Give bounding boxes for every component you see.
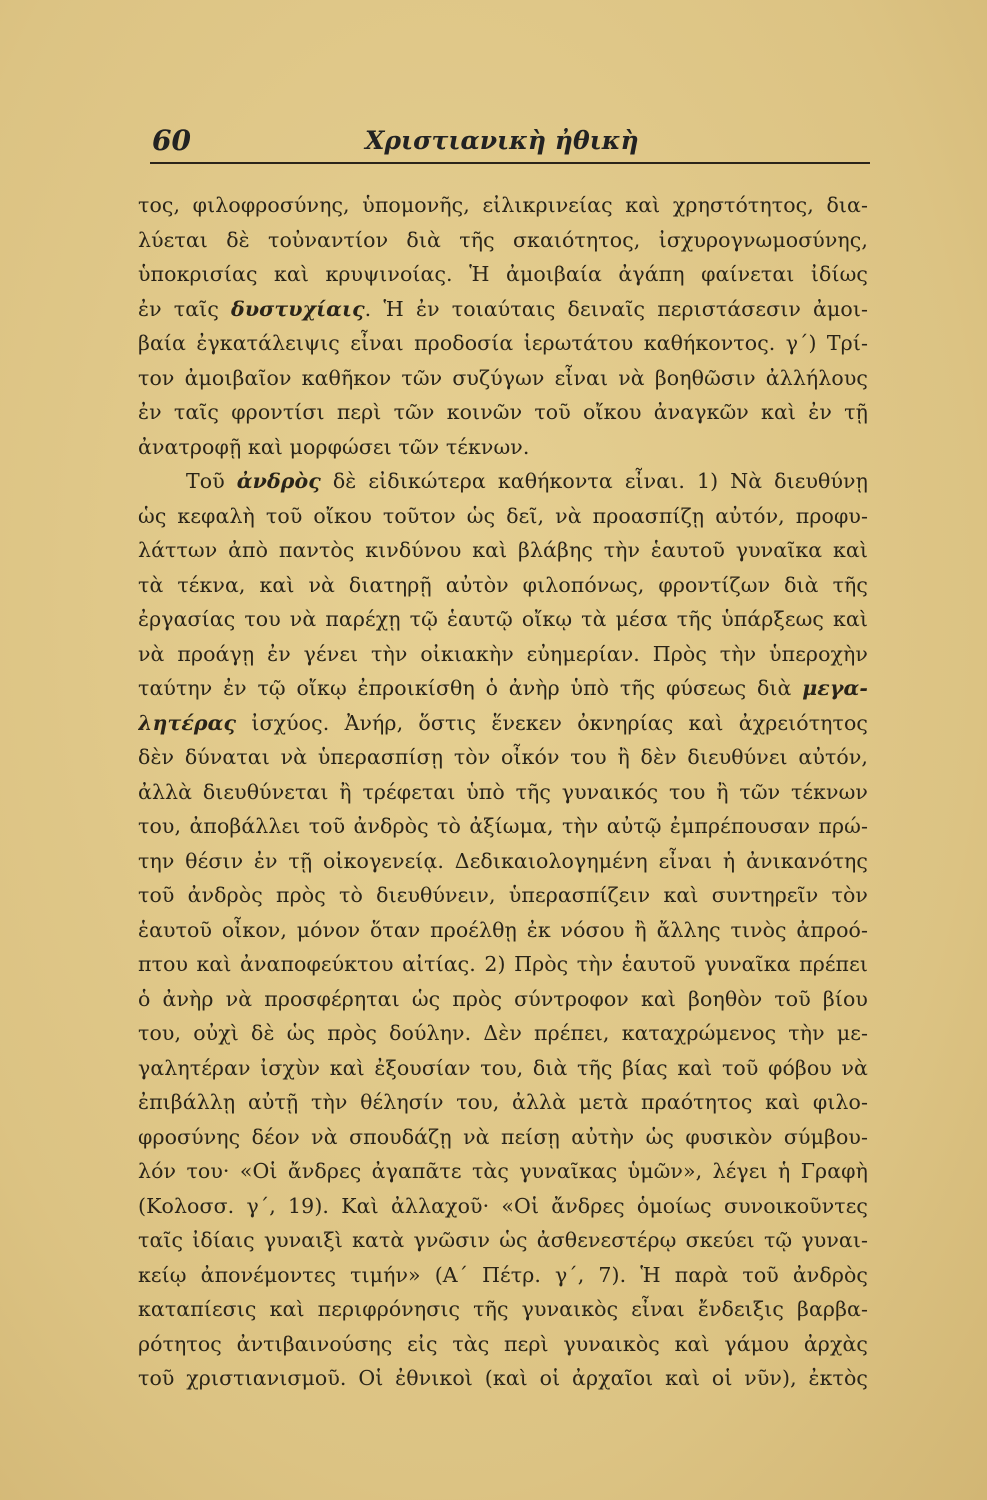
text-line xyxy=(138,740,868,775)
text-segment: τοῦ χριστιανισμοῦ. Οἱ ἐθνικοὶ (καὶ οἱ ἀρχαῖοι καὶ οἱ νῦν), ἐκτὸς xyxy=(138,1366,868,1390)
text-line xyxy=(138,671,868,706)
text-line xyxy=(138,1154,868,1189)
text-segment: τον ἀμοιβαῖον καθῆκον τῶν συζύγων εἶναι νὰ βοηθῶσιν ἀλλήλους xyxy=(138,365,868,390)
text-segment: την θέσιν ἐν τῇ οἰκογενείᾳ. Δεδικαιολογημένη εἶναι ἡ ἀνικανότης xyxy=(138,848,868,873)
emphasized-text: δυστυχίαις xyxy=(231,296,365,321)
text-segment: του, ἀποβάλλει τοῦ ἀνδρὸς τὸ ἀξίωμα, τὴν αὐτῷ ἐμπρέπουσαν πρώ- xyxy=(138,814,868,838)
page-header xyxy=(150,118,870,162)
text-line xyxy=(138,1016,868,1051)
text-segment: Τοῦ xyxy=(186,469,237,493)
text-segment: ἐν ταῖς φροντίσι περὶ τῶν κοινῶν τοῦ οἴκου ἀναγκῶν καὶ ἐν τῇ xyxy=(138,400,868,424)
text-line xyxy=(138,223,868,258)
text-segment: ταύτην ἐν τῷ οἴκῳ ἐπροικίσθη ὁ ἀνὴρ ὑπὸ τῆς φύσεως διὰ xyxy=(138,676,803,700)
text-line xyxy=(138,982,868,1017)
text-line xyxy=(138,292,868,327)
text-segment: δὲ εἰδικώτερα καθήκοντα εἶναι. 1) Νὰ διευθύνῃ xyxy=(320,469,868,493)
text-line xyxy=(138,1120,868,1155)
header-rule xyxy=(150,162,870,164)
text-line xyxy=(138,1327,868,1362)
page-number: 60 xyxy=(152,124,191,157)
text-segment: ἐν ταῖς xyxy=(138,296,232,321)
text-segment: δὲν δύναται νὰ ὑπερασπίσῃ τὸν οἶκόν του ἢ δὲν διευθύνει αὐτόν, xyxy=(138,745,868,769)
text-line xyxy=(138,499,868,534)
text-segment: ἑαυτοῦ οἶκον, μόνον ὅταν προέλθῃ ἐκ νόσου ἢ ἄλλης τινὸς ἀπροό- xyxy=(138,917,868,942)
text-segment: τοῦ ἀνδρὸς πρὸς τὸ διευθύνειν, ὑπερασπίζειν καὶ συντηρεῖν τὸν xyxy=(138,883,868,907)
text-segment: πτου καὶ ἀναποφεύκτου αἰτίας. 2) Πρὸς τὴν ἑαυτοῦ γυναῖκα πρέπει xyxy=(138,952,868,976)
text-line xyxy=(138,844,868,879)
text-line xyxy=(138,1051,868,1086)
text-segment: ἰσχύος. Ἀνήρ, ὅστις ἕνεκεν ὀκνηρίας καὶ ἀχρειότητος xyxy=(236,710,868,735)
text-line xyxy=(138,1258,868,1293)
emphasized-text: μεγα- xyxy=(802,676,868,700)
text-line xyxy=(138,464,868,499)
text-line xyxy=(138,188,868,223)
text-line xyxy=(138,809,868,844)
text-segment: καταπίεσις καὶ περιφρόνησις τῆς γυναικὸς εἶναι ἔνδειξις βαρβα- xyxy=(138,1297,868,1321)
text-segment: ἐργασίας του νὰ παρέχῃ τῷ ἑαυτῷ οἴκῳ τὰ μέσα τῆς ὑπάρξεως καὶ xyxy=(138,607,868,631)
text-line xyxy=(138,775,868,810)
text-line xyxy=(138,947,868,982)
emphasized-text: λητέρας xyxy=(138,710,237,735)
text-segment: ταῖς ἰδίαις γυναιξὶ κατὰ γνῶσιν ὡς ἀσθενεστέρῳ σκεύει τῷ γυναι- xyxy=(138,1228,868,1252)
text-segment: νὰ προάγῃ ἐν γένει τὴν οἰκιακὴν εὐημερίαν. Πρὸς τὴν ὑπεροχὴν xyxy=(138,641,868,666)
text-segment: ἀνατροφῇ καὶ μορφώσει τῶν τέκνων. xyxy=(138,434,530,459)
text-line xyxy=(138,395,868,430)
text-segment: . Ἡ ἐν τοιαύταις δειναῖς περιστάσεσιν ἀμοι- xyxy=(364,296,868,321)
text-segment: τὰ τέκνα, καὶ νὰ διατηρῇ αὐτὸν φιλοπόνως, φροντίζων διὰ τῆς xyxy=(138,572,868,597)
text-line xyxy=(138,326,868,361)
text-segment: (Κολοσσ. γ΄, 19). Καὶ ἀλλαχοῦ· «Οἱ ἄνδρες ὁμοίως συνοικοῦντες xyxy=(138,1193,868,1218)
text-segment: τος, φιλοφροσύνης, ὑπομονῆς, εἰλικρινείας καὶ χρηστότητος, δια- xyxy=(138,193,868,217)
text-line xyxy=(138,637,868,672)
text-segment: φροσύνης δέον νὰ σπουδάζῃ νὰ πείσῃ αὐτὴν ὡς φυσικὸν σύμβου- xyxy=(138,1124,868,1149)
text-line xyxy=(138,257,868,292)
body-text xyxy=(138,188,868,1396)
text-line xyxy=(138,430,868,465)
text-segment: ὑποκρισίας καὶ κρυψινοίας. Ἡ ἀμοιβαία ἀγάπη φαίνεται ἰδίως xyxy=(138,262,868,286)
text-line xyxy=(138,706,868,741)
text-line xyxy=(138,1361,868,1396)
text-line xyxy=(138,1189,868,1224)
text-segment: λάττων ἀπὸ παντὸς κινδύνου καὶ βλάβης τὴν ἑαυτοῦ γυναῖκα καὶ xyxy=(138,538,868,562)
text-segment: λύεται δὲ τοὐναντίον διὰ τῆς σκαιότητος, ἰσχυρογνωμοσύνης, xyxy=(138,227,868,252)
text-line xyxy=(138,361,868,396)
text-segment: ὁ ἀνὴρ νὰ προσφέρηται ὡς πρὸς σύντροφον καὶ βοηθὸν τοῦ βίου xyxy=(138,986,868,1011)
emphasized-text: ἀνδρὸς xyxy=(236,469,321,493)
text-line xyxy=(138,1223,868,1258)
text-line xyxy=(138,878,868,913)
text-line xyxy=(138,1292,868,1327)
text-line xyxy=(138,602,868,637)
text-segment: γαλητέραν ἰσχὺν καὶ ἐξουσίαν του, διὰ τῆς βίας καὶ τοῦ φόβου νὰ xyxy=(138,1055,868,1080)
text-line xyxy=(138,568,868,603)
text-segment: ὡς κεφαλὴ τοῦ οἴκου τοῦτον ὡς δεῖ, νὰ προασπίζῃ αὐτόν, προφυ- xyxy=(138,503,868,528)
running-title: Χριστιανικὴ ἠθικὴ xyxy=(365,126,639,155)
text-line xyxy=(138,913,868,948)
text-line xyxy=(138,1085,868,1120)
text-segment: λόν του· «Οἱ ἄνδρες ἀγαπᾶτε τὰς γυναῖκας ὑμῶν», λέγει ἡ Γραφὴ xyxy=(138,1159,868,1183)
text-segment: ρότητος ἀντιβαινούσης εἰς τὰς περὶ γυναικὸς καὶ γάμου ἀρχὰς xyxy=(138,1331,868,1356)
text-segment: του, οὐχὶ δὲ ὡς πρὸς δούλην. Δὲν πρέπει, καταχρώμενος τὴν με- xyxy=(138,1021,868,1045)
text-line xyxy=(138,533,868,568)
text-segment: ἐπιβάλλῃ αὐτῇ τὴν θέλησίν του, ἀλλὰ μετὰ πραότητος καὶ φιλο- xyxy=(138,1090,868,1114)
text-segment: βαία ἐγκατάλειψις εἶναι προδοσία ἱερωτάτου καθήκοντος. γ΄) Τρί- xyxy=(138,331,868,355)
text-segment: κείῳ ἀπονέμοντες τιμήν» (Α΄ Πέτρ. γ΄, 7). Ἡ παρὰ τοῦ ἀνδρὸς xyxy=(138,1262,868,1287)
text-segment: ἀλλὰ διευθύνεται ἢ τρέφεται ὑπὸ τῆς γυναικός του ἢ τῶν τέκνων xyxy=(138,779,868,804)
